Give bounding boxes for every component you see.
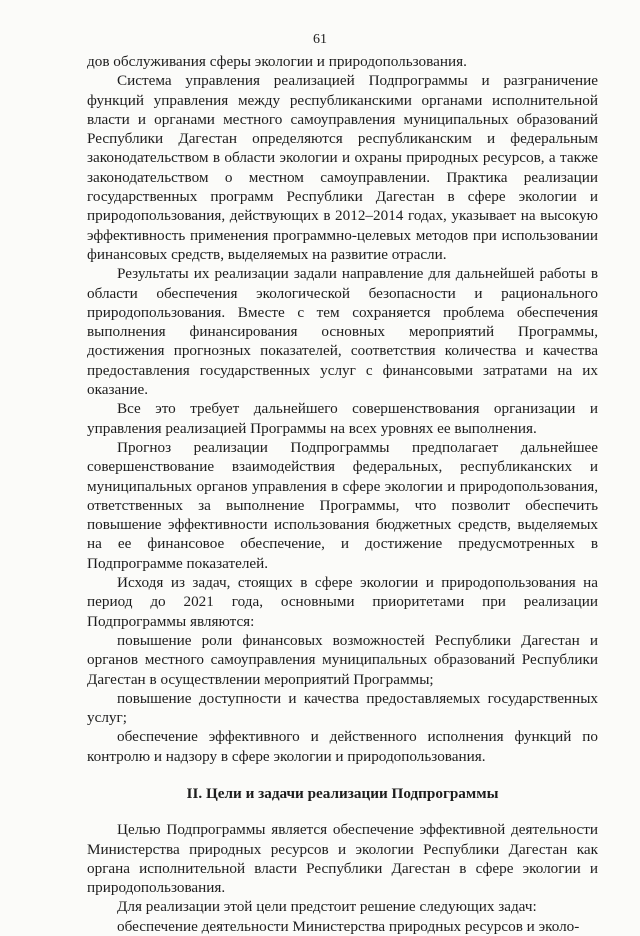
section-heading: II. Цели и задачи реализации Подпрограммы — [186, 784, 499, 802]
paragraph: повышение роли финансовых возможностей Республики Дагестан и органов местного самоуправления муниципальных образований Республики Дагестан в осуществлении мероприятий Программы; — [87, 631, 598, 688]
paragraph: Исходя из задач, стоящих в сфере экологии и природопользования на период до 2021 года, основными приоритетами при реализации Подпрограммы являются: — [87, 574, 598, 630]
paragraph: обеспечение эффективного и действенного исполнения функций по контролю и надзору в сфере экологии и природопользования. — [87, 728, 598, 765]
document-body — [87, 52, 598, 936]
paragraph: Для реализации этой цели предстоит решение следующих задач: — [117, 898, 537, 916]
paragraph: Все это требует дальнейшего совершенствования организации и управления реализацией Программы на всех уровнях ее выполнения. — [87, 400, 598, 437]
paragraphs-after — [87, 820, 598, 936]
page-number: 61 — [313, 32, 327, 47]
paragraph: Система управления реализацией Подпрограммы и разграничение функций управления между республиканскими органами исполнительной власти и органами местного самоуправления муниципальных образований Республики Дагестан определяются республиканским и федеральным законодательством в области экологии и охраны природных ресурсов, а также законодательством о местном самоуправлении. Практика реализации государственных программ Республики Дагестан в сфере экологии и природопользования, действующих в 2012–2014 годах, указывает на высокую эффективность применения программно-целевых методов при использовании финансовых средств, выделяемых на развитие отрасли. — [87, 72, 598, 263]
paragraph: Результаты их реализации задали направление для дальнейшей работы в области обеспечения экологической безопасности и рационального природопользования. Вместе с тем сохраняется проблема обеспечения выполнения финансирования основных мероприятий Программы, достижения прогнозных показателей, соответствия количества и качества предоставления государственных услуг с финансовыми затратами на их оказание. — [87, 265, 598, 399]
paragraph: дов обслуживания сферы экологии и природопользования. — [87, 53, 467, 70]
paragraph: обеспечение деятельности Министерства природных ресурсов и эколо- — [117, 917, 580, 935]
paragraph: повышение доступности и качества предоставляемых государственных услуг; — [87, 689, 598, 727]
paragraphs-before — [87, 52, 598, 766]
paragraph: Прогноз реализации Подпрограммы предполагает дальнейшее совершенствование взаимодействия федеральных, республиканских и муниципальных органов управления в сфере экологии и природопользования, ответственных за выполнение Программы, что позволит обеспечить повышение эффективности использования бюджетных средств, выделяемых на ее финансовое обеспечение, и достижение предусмотренных в Подпрограмме показателей. — [87, 438, 598, 572]
paragraph: Целью Подпрограммы является обеспечение эффективной деятельности Министерства природных ресурсов и экологии Республики Дагестан как органа исполнительной власти Республики Дагестан в сфере экологии и природопользования. — [87, 821, 598, 897]
